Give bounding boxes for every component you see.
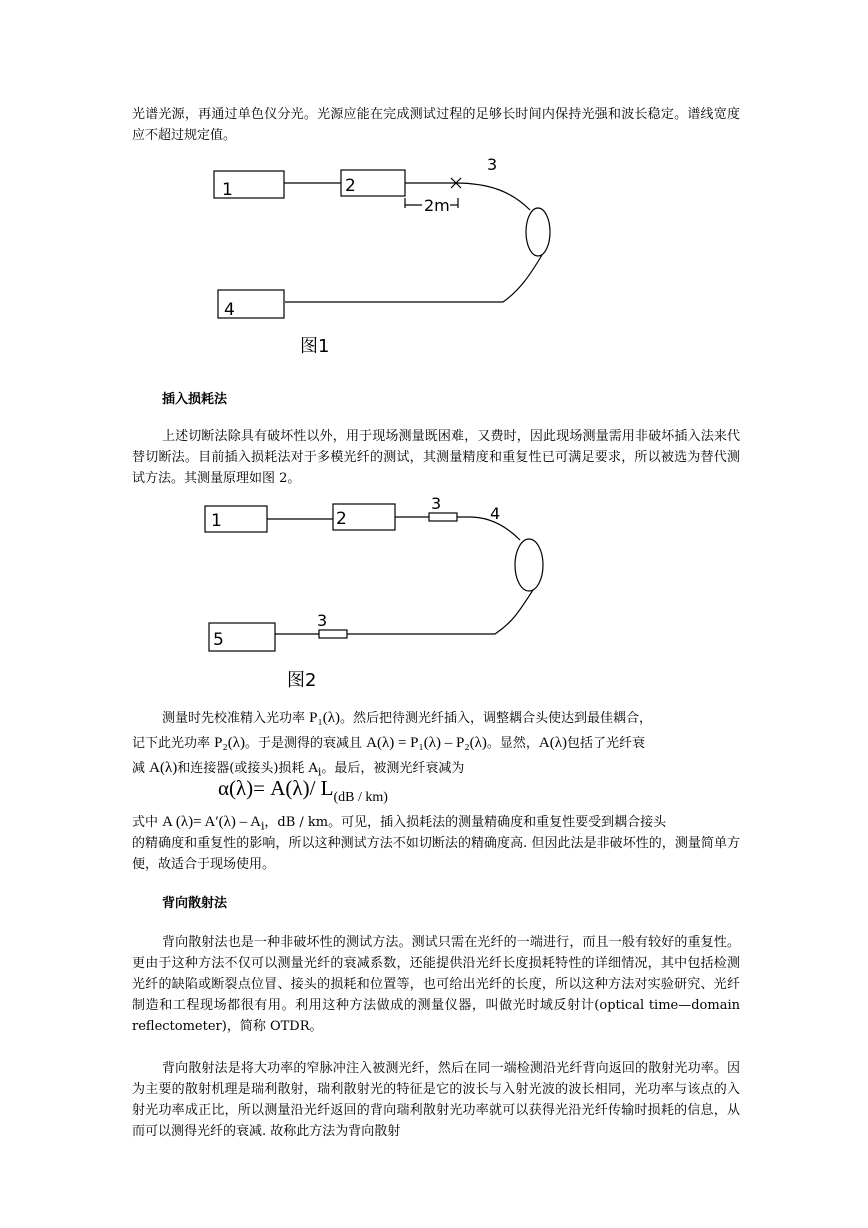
formula-a-lambda: A(λ): [538, 735, 567, 751]
line2-text-d: 包括了光纤衰: [566, 736, 645, 751]
fig1-caption: 图1: [300, 336, 330, 357]
paragraph-backscatter-2: 背向散射法是将大功率的窄脉冲注入被测光纤，然后在同一端检测沿光纤背向返回的散射光功率。因为主要的散射机理是瑞利散射，瑞利散射光的特征是它的波长与入射光波的波长相同，光功率与该点的入射光功率成正比，所以测量沿光纤返回的背向瑞利散射光功率就可以获得光沿光纤传输时损耗的信息，从而可以测得光纤的衰减. 故称此方法为背向散射: [132, 1061, 740, 1139]
formula-attenuation: A(λ) = P₁(λ) – P₂(λ): [366, 735, 487, 751]
line4-text-b: ，dB / km。可见，插入损耗法的测量精确度和重复性要受到耦合接头: [264, 815, 667, 830]
line1-text-b: 。然后把待测光纤插入，调整耦合头使达到最佳耦合，: [339, 711, 652, 726]
line1-text-a: 测量时先校准精入光功率: [162, 711, 310, 726]
formula-p2: P₂(λ): [214, 735, 245, 751]
fig1-label-3: 3: [487, 155, 498, 174]
line3-subscript: i: [317, 765, 322, 779]
heading-backscatter: 背向散射法: [162, 896, 228, 911]
line3-text-b: 和连接器(或接头)损耗 A: [177, 761, 318, 776]
measure-line-2: [132, 733, 740, 754]
line2-text-a: 记下此光功率: [132, 736, 215, 751]
fig2-label-3-bottom: 3: [317, 611, 328, 630]
fig1-fiber-coil: [526, 208, 550, 256]
fig1-distance-label: 2m: [424, 196, 450, 215]
line2-text-c: 。显然，: [486, 736, 539, 751]
fig2-connector-3-bottom: [319, 630, 347, 638]
fig1-label-1: 1: [222, 180, 233, 200]
paragraph-insertion-conclusion: 的精确度和重复性的影响，所以这种测试方法不如切断法的精确度高. 但因此法是非破坏性的，测量简单方便，故适合于现场使用。: [132, 836, 740, 872]
line4-text-a: 式中: [132, 815, 163, 830]
line4-subscript: i: [260, 819, 265, 833]
line3-text-c: 。最后，被测光纤衰减为: [321, 761, 465, 776]
figure-2-diagram: [195, 492, 565, 692]
formula-p1: P₁(λ): [309, 710, 340, 726]
heading-insertion-loss: 插入损耗法: [162, 392, 228, 407]
paragraph-insertion-loss: 上述切断法除具有破坏性以外，用于现场测量既困难，又费时，因此现场测量需用非破坏插入法来代替切断法。目前插入损耗法对于多模光纤的测试，其测量精度和重复性已可满足要求，所以被选为替代测试方法。其测量原理如图 2。: [132, 429, 740, 486]
formula-a-definition: A (λ)= A′(λ) – A: [162, 814, 261, 830]
figure-1-diagram: [200, 150, 570, 365]
fig2-caption: 图2: [287, 670, 317, 691]
fig2-label-2: 2: [336, 509, 347, 529]
fig2-label-3-top: 3: [431, 494, 442, 513]
measure-line-1: [132, 708, 770, 729]
formula-alpha: [218, 776, 388, 805]
paragraph-backscatter-1: 背向散射法也是一种非破坏性的测试方法。测试只需在光纤的一端进行，而且一般有较好的重复性。更由于这种方法不仅可以测量光纤的衰减系数，还能提供沿光纤长度损耗特性的详细情况，其中包括检测光纤的缺陷或断裂点位冒、接头的损耗和位置等，也可给出光纤的长度，所以这种方法对实验研究、光纤制造和工程现场都很有用。利用这种方法做成的测量仪器，叫做光时域反射计(optical time—domain reflectometer)，简称 OTDR。: [132, 935, 740, 1034]
formula-a-lambda-2: A(λ): [149, 760, 178, 776]
fig2-fiber-coil: [515, 539, 543, 591]
paragraph-light-source: 光谱光源，再通过单色仪分光。光源应能在完成测试过程的足够长时间内保持光强和波长稳定。谱线宽度应不超过规定值。: [132, 107, 740, 143]
formula-alpha-unit: (dB / km): [333, 790, 388, 805]
line3-text-a: 减: [132, 761, 150, 776]
fig1-label-2: 2: [345, 176, 356, 196]
formula-alpha-main: α(λ)= A(λ)/ L: [218, 776, 334, 800]
fig2-label-4: 4: [490, 504, 501, 523]
fig2-label-5: 5: [213, 630, 224, 650]
line2-text-b: 。于是测得的衰减且: [244, 736, 367, 751]
fig1-label-4: 4: [224, 300, 235, 320]
fig2-connector-3-top: [429, 513, 457, 521]
fig2-label-1: 1: [211, 511, 222, 531]
